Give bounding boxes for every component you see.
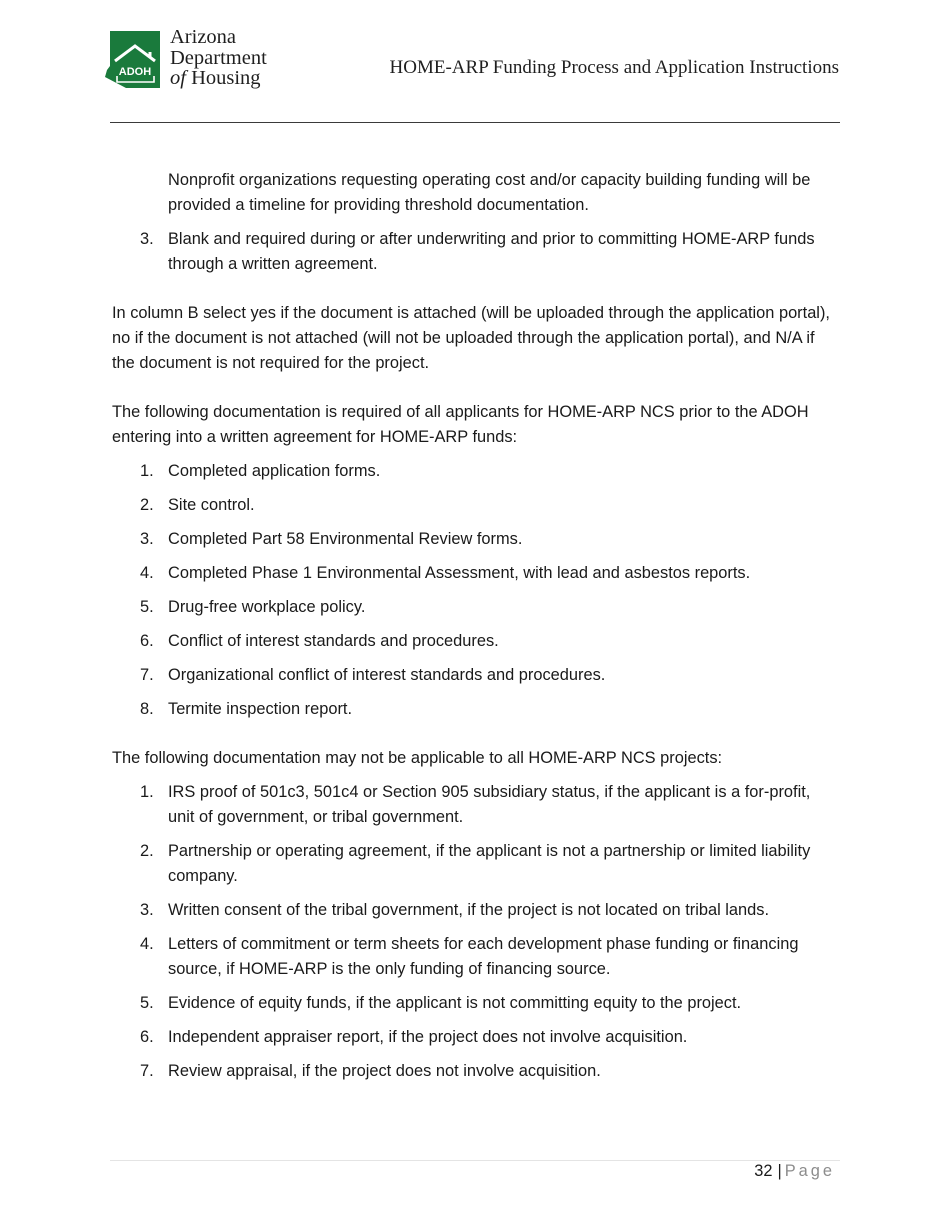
page-label: Page [784,1162,835,1180]
list-number: 4. [140,935,154,953]
optional-docs-heading: The following documentation may not be applicable to all HOME-ARP NCS projects: [112,749,723,767]
list-item [112,991,840,1016]
column-b-paragraph: In column B select yes if the document is attached (will be uploaded through the application portal), no if the document is not attached (will not be uploaded through the application portal), and N/A if the document is not required for the project. [112,304,830,372]
arizona-house-logo-icon [104,30,162,90]
list-item [112,493,840,518]
logo-housing: Housing [191,67,261,89]
list-item [112,227,840,277]
required-docs-list [112,459,840,722]
list-item [112,561,840,586]
list-number: 4. [140,564,154,582]
list-item [112,697,840,722]
logo-of: of [170,67,186,89]
list-item-text: Drug-free workplace policy. [168,598,366,616]
document-title: HOME-ARP Funding Process and Application Instructions [389,57,839,78]
list-item-text: Written consent of the tribal government, if the project is not located on tribal lands. [168,901,770,919]
list-item-text: Completed application forms. [168,462,381,480]
logo-wordmark [170,27,267,89]
list-number: 3. [140,530,154,548]
logo-line-department: Department [170,46,267,69]
list-item-text: Completed Part 58 Environmental Review forms. [168,530,523,548]
list-item [112,663,840,688]
list-item-text: Evidence of equity funds, if the applicant is not committing equity to the project. [168,994,742,1012]
list-number: 8. [140,700,154,718]
list-number: 2. [140,842,154,860]
list-item-text: IRS proof of 501c3, 501c4 or Section 905 subsidiary status, if the applicant is a for-profit, unit of government, or tribal government. [168,783,811,826]
list-item-text: Partnership or operating agreement, if the applicant is not a partnership or limited liability company. [168,842,811,885]
list-number: 2. [140,496,154,514]
list-item [112,932,840,982]
list-item-text: Blank and required during or after underwriting and prior to committing HOME-ARP funds through a written agreement. [168,230,815,273]
list-number: 7. [140,666,154,684]
list-number: 7. [140,1062,154,1080]
logo-mark-text: ADOH [118,66,152,78]
list-number: 3. [140,230,154,248]
list-item [112,898,840,923]
list-item-text: Completed Phase 1 Environmental Assessment, with lead and asbestos reports. [168,564,751,582]
list-item [112,839,840,889]
list-item [112,459,840,484]
header-divider [110,122,840,123]
list-item-text: Letters of commitment or term sheets for each development phase funding or financing source, if HOME-ARP is the only funding of financing source. [168,935,799,978]
list-item-text: Independent appraiser report, if the project does not involve acquisition. [168,1028,688,1046]
logo-line-housing [170,68,267,89]
logo-line-arizona: Arizona [170,26,237,48]
list-number: 6. [140,1028,154,1046]
list-number: 5. [140,994,154,1012]
page-body [112,168,840,1084]
list-item-text: Site control. [168,496,255,514]
footer-divider [110,1160,840,1161]
list-item-text: Conflict of interest standards and procedures. [168,632,499,650]
list-item [112,527,840,552]
required-docs-heading: The following documentation is required of all applicants for HOME-ARP NCS prior to the ADOH entering into a written agreement for HOME-ARP funds: [112,403,809,446]
list-item [112,629,840,654]
list-item-text: Review appraisal, if the project does not involve acquisition. [168,1062,601,1080]
page-footer [754,1162,835,1181]
list-item-text: Organizational conflict of interest standards and procedures. [168,666,606,684]
list-item [112,780,840,830]
list-item [112,1059,840,1084]
page-number: 32 [754,1162,773,1180]
list-number: 3. [140,901,154,919]
list-number: 6. [140,632,154,650]
footer-separator: | [777,1162,782,1180]
list-number: 1. [140,783,154,801]
list-number: 1. [140,462,154,480]
list-item-text: Termite inspection report. [168,700,353,718]
intro-paragraph: Nonprofit organizations requesting operating cost and/or capacity building funding will be provided a timeline for providing threshold documentation. [168,171,811,214]
list-item [112,1025,840,1050]
continued-list [112,227,840,277]
adoh-logo [104,28,284,94]
page-header [0,0,950,124]
list-number: 5. [140,598,154,616]
optional-docs-list [112,780,840,1084]
list-item [112,595,840,620]
